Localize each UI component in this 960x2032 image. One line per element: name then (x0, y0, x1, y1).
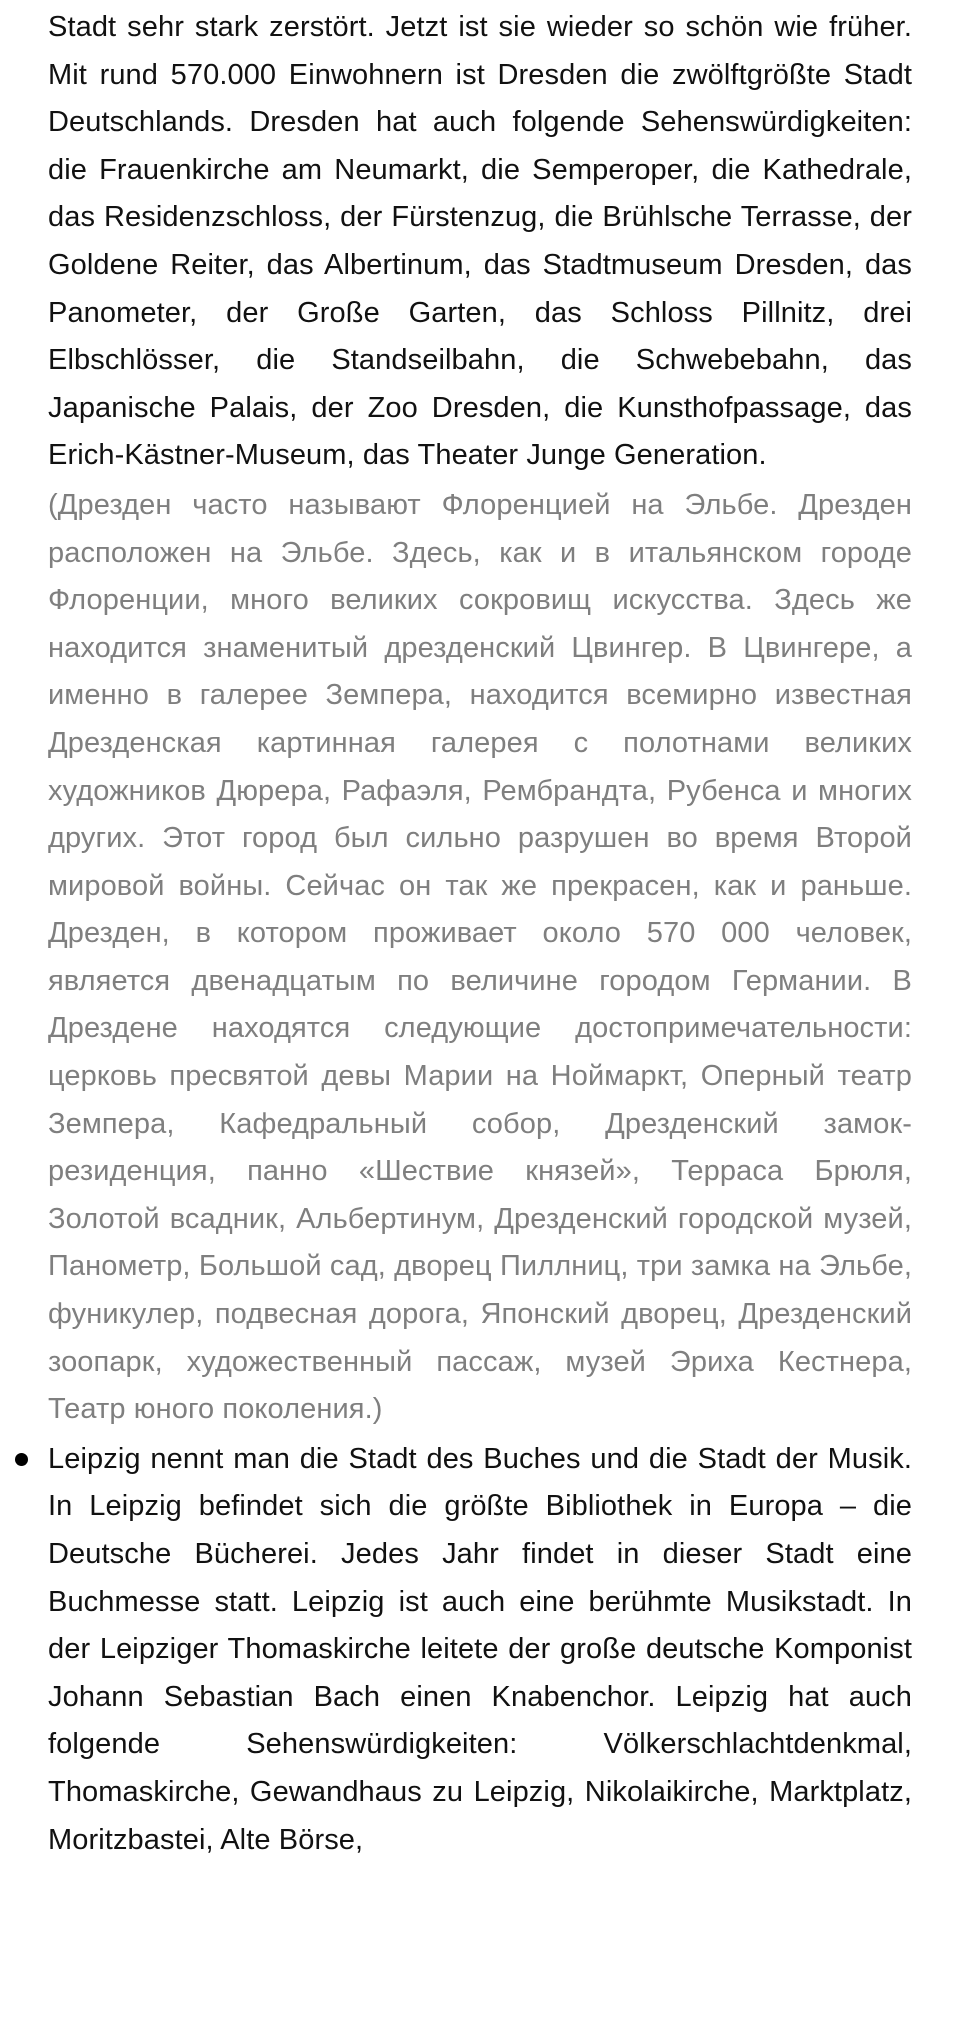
leipzig-german-paragraph: Leipzig nennt man die Stadt des Buches und die Stadt der Musik. In Leipzig befindet sich die größte Bibliothek in Europa – die Deutsche Bücherei. Jedes Jahr findet in dieser Stadt eine Buchmesse statt. Leipzig ist auch eine berühmte Musikstadt. In der Leipziger Thomaskirche leitete der große deutsche Komponist Johann Sebastian Bach einen Knabenchor. Leipzig hat auch folgende Sehenswürdigkeiten: Völkerschlachtdenkmal, Thomaskirche, Gewandhaus zu Leipzig, Nikolaikirche, Marktplatz, Moritzbastei, Alte Börse, (48, 1442, 912, 1856)
dresden-russian-translation: (Дрезден часто называют Флоренцией на Эльбе. Дрезден расположен на Эльбе. Здесь, как и в итальянском городе Флоренции, много великих сокровищ искусства. Здесь же находится знаменитый дрезденский Цвингер. В Цвингере, а именно в галерее Земпера, находится всемирно известная Дрезденская картинная галерея с полотнами великих художников Дюрера, Рафаэля, Рембрандта, Рубенса и многих других. Этот город был сильно разрушен во время Второй мировой войны. Сейчас он так же прекрасен, как и раньше. Дрезден, в котором проживает около 570 000 человек, является двенадцатым по величине городом Германии. В Дрездене находятся следующие достопримечательности: церковь пресвятой девы Марии на Ноймаркт, Оперный театр Земпера, Кафедральный собор, Дрезденский замок-резиденция, панно «Шествие князей», Терраса Брюля, Золотой всадник, Альбертинум, Дрезденский городской музей, Панометр, Большой сад, дворец Пиллниц, три замка на Эльбе, фуникулер, подвесная дорога, Японский дворец, Дрезденский зоопарк, художественный пассаж, музей Эриха Кестнера, Театр юного поколения.) (48, 488, 912, 1426)
leipzig-list-item (48, 1436, 912, 1864)
document-page (48, 0, 912, 1864)
dresden-german-paragraph: Stadt sehr stark zerstört. Jetzt ist sie wieder so schön wie früher. Mit rund 570.000 Einwohnern ist Dresden die zwölftgrößte Stadt Deutschlands. Dresden hat auch folgende Sehenswürdigkeiten: die Frauenkirche am Neumarkt, die Semperoper, die Kathedrale, das Residenzschloss, der Fürstenzug, die Brühlsche Terrasse, der Goldene Reiter, das Albertinum, das Stadtmuseum Dresden, das Panometer, der Große Garten, das Schloss Pillnitz, drei Elbschlösser, die Standseilbahn, die Schwebebahn, das Japanische Palais, der Zoo Dresden, die Kunsthofpassage, das Erich-Kästner-Museum, das Theater Junge Generation. (48, 11, 912, 472)
bullet-icon (15, 1453, 28, 1466)
